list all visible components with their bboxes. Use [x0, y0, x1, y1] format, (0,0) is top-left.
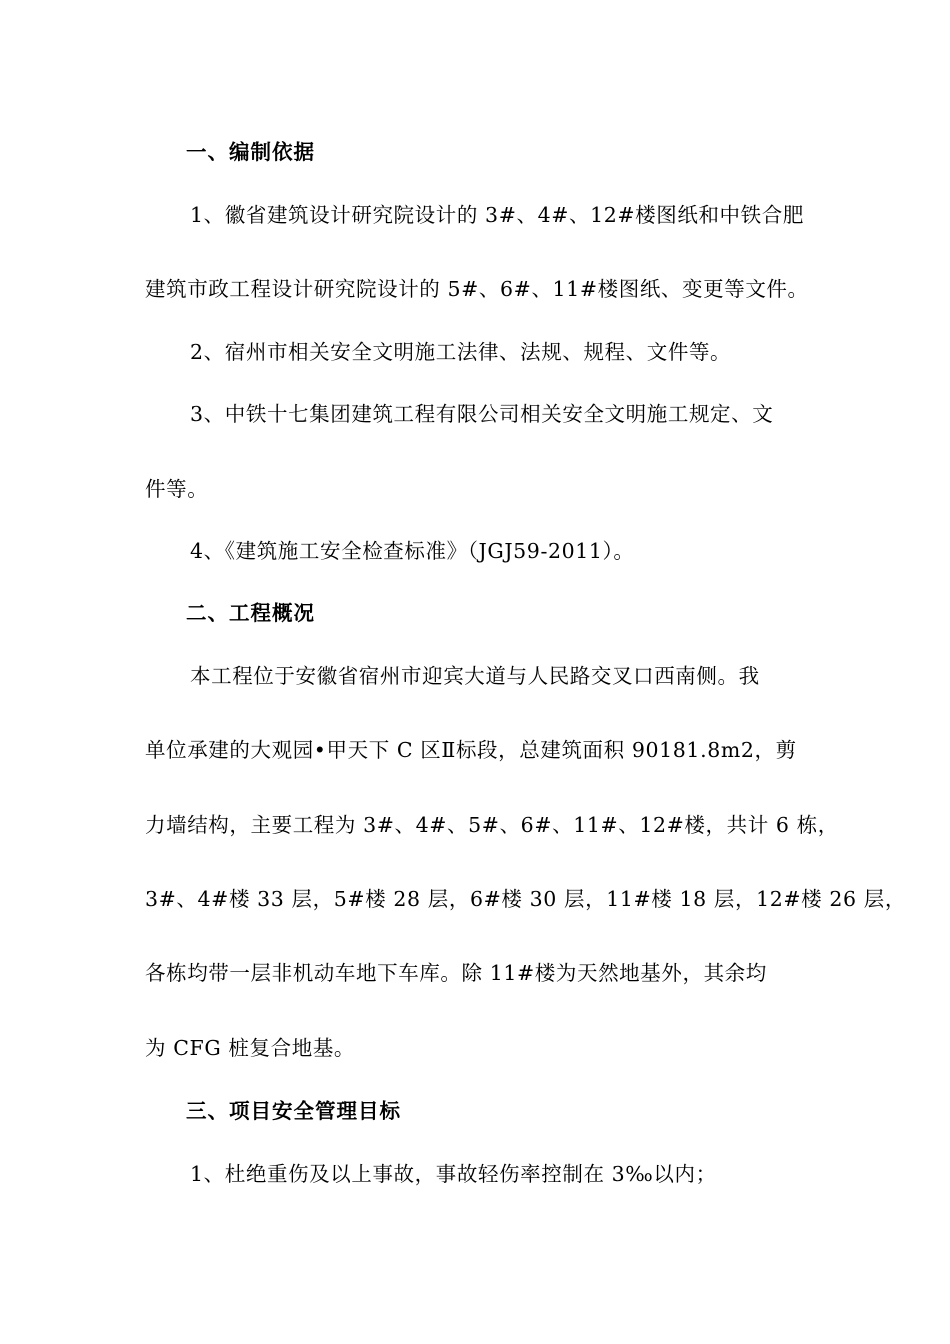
- overview-line-6: 为 CFG 桩复合地基。: [145, 1036, 356, 1060]
- overview-line-3: 力墙结构，主要工程为 3#、4#、5#、6#、11#、12#楼，共计 6 栋，: [145, 813, 839, 837]
- overview-line-1: 本工程位于安徽省宿州市迎宾大道与人民路交叉口西南侧。我: [190, 664, 760, 688]
- goals-item-1: 1、杜绝重伤及以上事故，事故轻伤率控制在 3‰以内；: [190, 1162, 717, 1186]
- basis-item-4: 4、《建筑施工安全检查标准》（JGJ59-2011）。: [190, 539, 635, 563]
- basis-item-2: 2、宿州市相关安全文明施工法律、法规、规程、文件等。: [190, 340, 732, 364]
- overview-line-4: 3#、4#楼 33 层，5#楼 28 层，6#楼 30 层，11#楼 18 层，12#楼 26 层，: [145, 887, 906, 911]
- overview-line-2: 单位承建的大观园•甲天下 C 区Ⅱ标段，总建筑面积 90181.8m2，剪: [145, 738, 797, 762]
- section-heading-basis: 一、编制依据: [186, 140, 315, 164]
- basis-item-3-line-1: 3、中铁十七集团建筑工程有限公司相关安全文明施工规定、文: [190, 402, 774, 426]
- basis-item-1-line-1: 1、徽省建筑设计研究院设计的 3#、4#、12#楼图纸和中铁合肥: [190, 203, 804, 227]
- section-heading-overview: 二、工程概况: [186, 601, 315, 625]
- section-heading-goals: 三、项目安全管理目标: [186, 1099, 401, 1123]
- basis-item-3-line-2: 件等。: [145, 477, 209, 501]
- basis-item-1-line-2: 建筑市政工程设计研究院设计的 5#、6#、11#楼图纸、变更等文件。: [145, 277, 809, 301]
- overview-line-5: 各栋均带一层非机动车地下车库。除 11#楼为天然地基外，其余均: [145, 961, 767, 985]
